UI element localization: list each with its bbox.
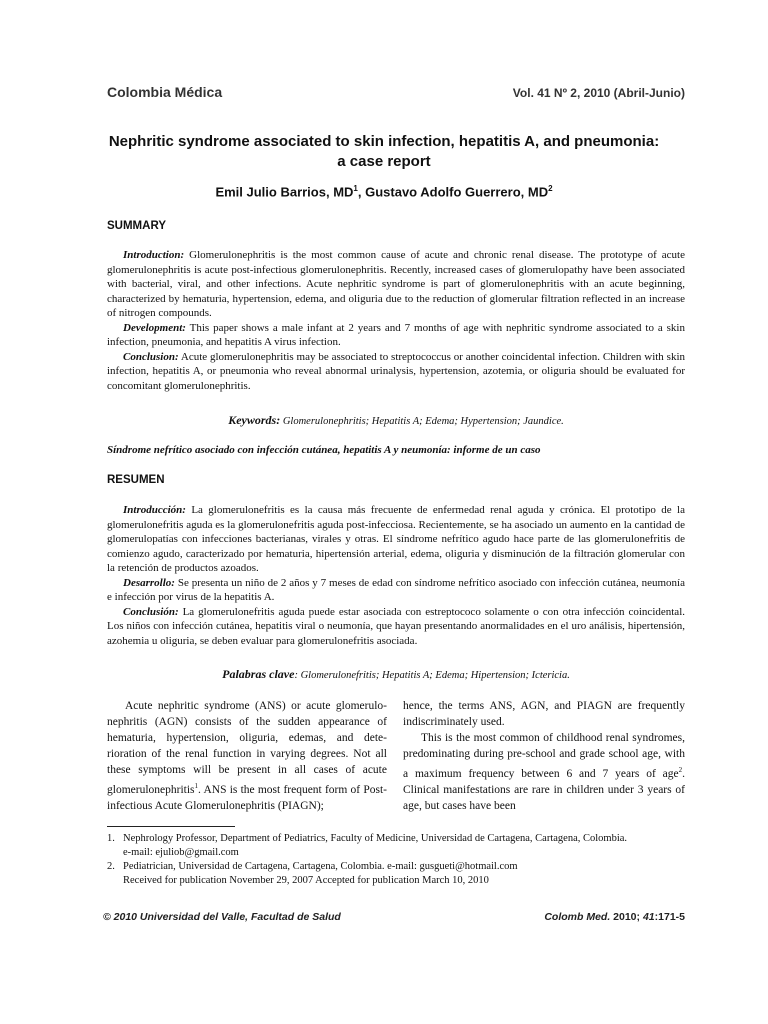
summary-introduction [107, 248, 685, 321]
cite-year: 2010; [610, 911, 643, 923]
body-text: Acute nephritic syndrome (ANS) or acute glomerulo-nephritis (AGN) consists of the sudden appearance of hematuria, hypertension, oliguria, edemas, and dete-rioration of the renal function in varying degrees. Not all these symptoms will be present in all cases of acute glomerulonephritis [107, 700, 387, 796]
footnote-text: Pediatrician, Universidad de Cartagena, Cartagena, Colombia. e-mail: gusgueti@hotmail.com [123, 861, 518, 872]
body-text: . ANS is the most frequent form of Post-infectious Acute Glomerulonephritis (PIAGN); [107, 783, 387, 812]
cite-journal: Colomb Med. [544, 911, 611, 923]
summary-keywords [107, 413, 685, 428]
body-paragraph: hence, the terms ANS, AGN, and PIAGN are frequently indiscriminately used. [403, 700, 685, 728]
cite-pages: :171-5 [654, 911, 685, 923]
summary-heading: SUMMARY [107, 220, 166, 232]
body-column-right [403, 698, 685, 814]
summary-concl-text: Acute glomerulonephritis may be associated to streptococcus or another coincidental infection. Children with skin infection, hepatitis A, or pneumonia who reveal abnormal urinalysis, hypertension, azotemia, or oliguria should be evaluated for concomitant glomerulonephritis. [107, 350, 685, 392]
footnotes [107, 832, 697, 888]
summary-development [107, 321, 685, 350]
resumen-concl-label: Conclusión: [123, 605, 179, 618]
resumen-intro-text: La glomerulonefritis es la causa más frecuente de enfermedad renal aguda y crónica. El prototipo de la glomerulonefritis aguda es la glomerulonefritis aguda post-infecciosa. Recientemente, se ha asociado un aumento en la cantidad de glomerulopatías con infecciones bacterianas, virales y otras. El síndrome nefrítico agudo hace parte de las glomerulonefritis de comienzo agudo, caracterizado por hematuria, hipertensión arterial, edema, oliguria y disminución de la filtración glomerular con la retención de productos azoados. [107, 504, 685, 574]
footnote-number: 1. [107, 833, 115, 844]
resumen-abstract [107, 503, 685, 648]
body-paragraph [403, 730, 685, 814]
resumen-dev-label: Desarrollo: [123, 576, 175, 589]
resumen-dev-text: Se presenta un niño de 2 años y 7 meses de edad con síndrome nefrítico asociado con infección cutánea, neumonía e infección por virus de la hepatitis A. [107, 576, 685, 603]
author-1: Emil Julio Barrios, MD [215, 184, 354, 200]
resumen-introduccion [107, 503, 685, 576]
citation-ref: 1 [194, 782, 199, 790]
footnote-2 [107, 860, 697, 874]
title-line-2: a case report [337, 153, 431, 170]
footnote-1 [107, 832, 697, 846]
palabras-clave-values: : Glomerulonefritis; Hepatitis A; Edema; Hipertension; Ictericia. [294, 670, 570, 681]
author-separator: , [357, 184, 366, 200]
resumen-keywords [107, 667, 685, 682]
copyright-notice: © 2010 Universidad del Valle, Facultad de Salud [103, 911, 341, 923]
author-2: Gustavo Adolfo Guerrero, MD [365, 184, 549, 200]
summary-abstract [107, 248, 685, 393]
resumen-concl-text: La glomerulonefritis aguda puede estar asociada con estreptococo solamente o con otra infección coincidental. Los niños con infección cutánea, hepatitis viral o neumonía, que hayan presentando anormalidades en el uro análisis, hipertensión, azohemia u oliguria, se deben evaluar para glomerulonefritis asociada. [107, 605, 685, 647]
publication-dates: Received for publication November 29, 2007 Accepted for publication March 10, 2010 [123, 875, 489, 886]
spanish-title: Síndrome nefrítico asociado con infección cutánea, hepatitis A y neumonía: informe de un caso [107, 444, 541, 456]
body-column-left [107, 698, 387, 814]
resumen-heading: RESUMEN [107, 474, 165, 486]
keywords-values: Glomerulonephritis; Hepatitis A; Edema; Hypertension; Jaundice. [280, 416, 564, 427]
journal-name: Colombia Médica [107, 84, 223, 100]
body-text: This is the most common of childhood renal syndromes, predominating during pre-school and grade school age, with a maximum frequency between 6 and 7 years of age [403, 732, 685, 780]
footnote-divider [107, 826, 235, 827]
summary-concl-label: Conclusion: [123, 350, 179, 363]
citation-ref: 2 [678, 766, 683, 774]
footnote-text: Nephrology Professor, Department of Pediatrics, Faculty of Medicine, Universidad de Cartagena, Cartagena, Colombia. [123, 833, 628, 844]
footnote-number: 2. [107, 861, 115, 872]
summary-dev-text: This paper shows a male infant at 2 years and 7 months of age with nephritic syndrome associated to a skin infection, pneumonia, and hepatitis A virus infection. [107, 321, 685, 348]
article-title [90, 132, 678, 172]
author-2-affiliation: 2 [548, 184, 553, 193]
title-line-1: Nephritic syndrome associated to skin infection, hepatitis A, and pneumonia: [108, 133, 660, 150]
resumen-desarrollo [107, 576, 685, 605]
resumen-conclusion [107, 605, 685, 649]
volume-info: Vol. 41 Nº 2, 2010 (Abril-Junio) [512, 86, 685, 100]
summary-intro-label: Introduction: [123, 249, 185, 261]
summary-conclusion [107, 350, 685, 394]
citation-info [544, 911, 685, 923]
body-paragraph [107, 698, 387, 814]
author-list [90, 184, 678, 199]
cite-volume: 41 [642, 911, 655, 923]
palabras-clave-label: Palabras clave [222, 667, 295, 681]
author-1-affiliation: 1 [353, 184, 358, 193]
body-text: . Clinical manifestations are rare in children under 3 years of age, but cases have been [403, 767, 685, 812]
summary-intro-text: Glomerulonephritis is the most common cause of acute and chronic renal disease. The prototype of acute glomerulonephritis is acute post-infectious glomerulonephritis. Recently, increased cases of glomerulopathy have been associated with bacterial, viral, and other infections. Acute nephritic syndrome is part of glomerulonephritis with an acute beginning, characterized by hematuria, hypertension, edema, and oliguria due to the reduction of glomerular filtration reflected in an increase of nitrogen compounds. [107, 249, 685, 319]
summary-dev-label: Development: [123, 321, 186, 334]
footnote-1-email: e-mail: ejuliob@gmail.com [123, 847, 239, 858]
keywords-label: Keywords: [228, 413, 281, 427]
resumen-intro-label: Introducción: [123, 504, 186, 516]
